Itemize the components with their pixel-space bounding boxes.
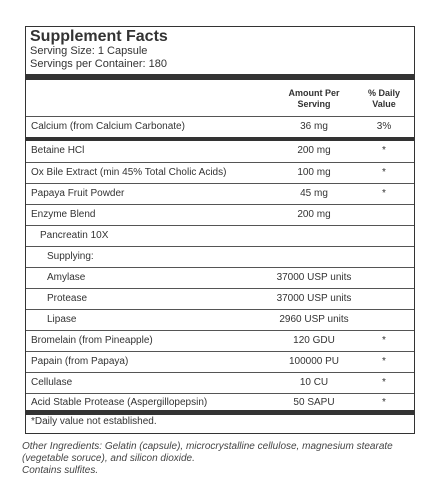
nutrient-name: Lipase [47,314,77,325]
nutrient-name: Cellulase [31,377,73,388]
table-row [26,351,414,372]
nutrient-daily-value: * [382,335,386,346]
nutrient-daily-value: * [382,145,386,156]
table-row [26,204,414,225]
nutrient-name: Bromelain (from Pineapple) [31,335,153,346]
nutrient-name: Papain (from Papaya) [31,356,129,367]
top-rule [26,74,414,80]
nutrient-amount: 120 GDU [293,335,335,346]
nutrient-amount: 37000 USP units [276,293,352,304]
allergen-note: Contains sulfites. [22,465,99,476]
table-row [26,162,414,183]
nutrient-amount: 45 mg [300,188,328,199]
nutrient-name: Enzyme Blend [31,209,96,220]
nutrient-name: Pancreatin 10X [40,230,109,241]
table-row [26,183,414,204]
header-daily-value: % Daily Value [367,88,400,109]
nutrient-amount: 36 mg [300,121,328,132]
nutrient-amount: 200 mg [297,145,331,156]
panel-title: Supplement Facts [30,28,168,45]
table-row [26,393,414,410]
nutrient-name: Acid Stable Protease (Aspergillopepsin) [31,397,208,408]
other-ingredients [22,441,422,477]
servings-per-container: Servings per Container: 180 [30,58,167,70]
table-row [26,225,414,246]
nutrient-daily-value: 3% [376,121,392,132]
nutrient-amount: 100 mg [297,167,331,178]
table-row [26,330,414,351]
nutrient-amount: 100000 PU [288,356,340,367]
nutrient-amount: 2960 USP units [279,314,349,325]
table-row [26,288,414,309]
header-amount-per-serving: Amount Per Serving [288,88,340,109]
supplement-facts-panel [25,26,415,434]
nutrient-daily-value: * [382,188,386,199]
nutrient-name: Calcium (from Calcium Carbonate) [31,121,185,132]
nutrient-daily-value: * [382,397,386,408]
nutrient-amount: 37000 USP units [276,272,352,283]
table-row [26,246,414,267]
table-row [26,309,414,330]
nutrient-daily-value: * [382,356,386,367]
nutrient-name: Protease [47,293,88,304]
other-ingredients-line: Other Ingredients: Gelatin (capsule), microcrystalline cellulose, magnesium stearate [22,441,393,452]
nutrient-amount: 10 CU [299,377,329,388]
table-row [26,116,414,137]
table-row [26,372,414,393]
other-ingredients-line: (vegetable soruce), and silicon dioxide. [22,453,195,464]
nutrient-name: Supplying: [47,251,94,262]
bottom-rule [26,410,414,415]
serving-size: Serving Size: 1 Capsule [30,45,148,57]
nutrient-name: Papaya Fruit Powder [31,188,125,199]
daily-value-footnote: *Daily value not established. [31,416,157,427]
nutrient-name: Betaine HCl [31,145,85,156]
nutrient-name: Ox Bile Extract (min 45% Total Cholic Acids) [31,167,227,178]
nutrient-name: Amylase [47,272,86,283]
nutrient-daily-value: * [382,377,386,388]
table-row [26,267,414,288]
nutrient-daily-value: * [382,167,386,178]
table-row [26,141,414,162]
nutrient-amount: 200 mg [297,209,331,220]
nutrient-amount: 50 SAPU [293,397,335,408]
